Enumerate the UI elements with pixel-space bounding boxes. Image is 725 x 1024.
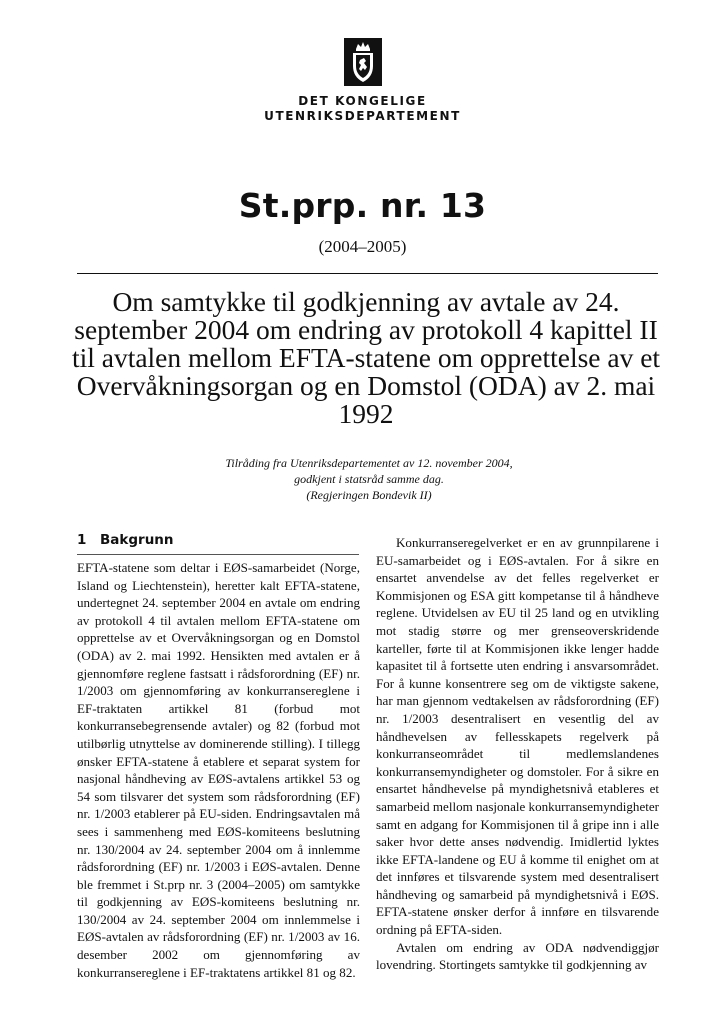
recommendation-note — [140, 455, 598, 503]
right-column — [376, 534, 659, 974]
section-number: 1 — [77, 532, 87, 548]
body-paragraph: Avtalen om endring av ODA nødvendiggjør lovendring. Stortingets samtykke til godkjenning av — [376, 939, 659, 973]
title-divider — [77, 273, 658, 274]
body-paragraph: EFTA-statene som deltar i EØS-samarbeidet (Norge, Island og Liechtenstein), heretter kalt EFTA-statene, undertegnet 24. september 2004 en avtale om endring av protokoll 4 til avtalen mellom EFTA-statene om opprettelse av et Overvåkningsorgan og en Domstol (ODA) av 2. mai 1992. Hensikten med avtalen er å gjennomføre reglene fastsatt i rådsforordning (EF) nr. 1/2003 om gjennomføring av konkurransereglene i EF-traktaten artikkel 81 (forbud mot konkurransebegrensende avtaler) og 82 (forbud mot utilbørlig utnyttelse av dominerende stilling). I tillegg ønsker EFTA-statene å etablere et separat system for nasjonal håndheving av EØS-avtalens artikkel 53 og 54 som tilsvarer det system som rådsforordning (EF) nr. 1/2003 etablerer på EU-siden. Endringsavtalen må sees i sammenheng med EØS-komiteens beslutning nr. 130/2004 av 24. september 2004 om å innlemme rådsforordning (EF) nr. 1/2003 i EØS-avtalen. Denne ble fremmet i St.prp nr. 3 (2004–2005) om samtykke til godkjenning av EØS-komiteens beslutning nr. 130/2004 av 24. september 2004 om innlemmelse i EØS-avtalen av rådsforordning (EF) nr. 1/2003 av 16. desember 2002 om gjennomføring av konkurransereglene i EF-traktatens artikkel 81 og 82. — [77, 560, 360, 980]
document-year: (2004–2005) — [318, 237, 407, 256]
body-paragraph: Konkurranseregelverket er en av grunnpilarene i EU-samarbeidet og i EØS-avtalen. For å sikre en ensartet anvendelse av det felles regelverket er Kommisjonen og ESA gitt kompetanse til å håndheve reglene. Utvidelsen av EU til 25 land og en utvikling mot stadig større og mer grenseoverskridende karteller, førte til at Kommisjonen ikke lenger hadde kapasitet til å fortsette uten endring i ansvarsområdet. For å kunne konsentrere seg om de viktigste sakene, har man gjennom vedtakelsen av rådsforordning (EF) nr. 1/2003 desentralisert en vesentlig del av håndhevelsen av fellesskapets regelverk på konkurranseområdet til medlemslandenes konkurransemyndigheter og domstoler. For å sikre en ensartet håndhevelse på myndighetsnivå etableres et samarbeid mellom nasjonale konkurransemyndigheter samt en adgang for Kommisjonen til å gripe inn i alle saker hvor dette anses nødvendig. Imidlertid lyktes ikke EFTA-landene og EU å komme til enighet om at det innføres et tilsvarende system med desentralisert håndheving og samarbeid på myndighetsnivå i EØS. EFTA-statene ønsker derfor å innføre en tilsvarende ordning på EFTA-siden. — [376, 535, 659, 938]
department-name-line1: DET KONGELIGE — [298, 94, 427, 108]
department-name-line2: UTENRIKSDEPARTEMENT — [264, 109, 461, 123]
section-heading — [77, 532, 359, 548]
recommendation-line: (Regjeringen Bondevik II) — [306, 488, 432, 502]
document-subject: Om samtykke til godkjenning av avtale av 24. september 2004 om endring av protokoll 4 kapittel II til avtalen mellom EFTA-statene om opprettelse av et Overvåkningsorgan og en Domstol (ODA) av 2. mai 1992 — [71, 286, 661, 429]
section-title: Bakgrunn — [100, 532, 174, 548]
left-column — [77, 559, 360, 981]
document-title: St.prp. nr. 13 — [238, 186, 487, 225]
coat-of-arms-icon — [344, 38, 382, 86]
section-divider — [77, 554, 359, 555]
recommendation-line: Tilråding fra Utenriksdepartementet av 12. november 2004, — [225, 456, 513, 470]
recommendation-line: godkjent i statsråd samme dag. — [294, 472, 444, 486]
